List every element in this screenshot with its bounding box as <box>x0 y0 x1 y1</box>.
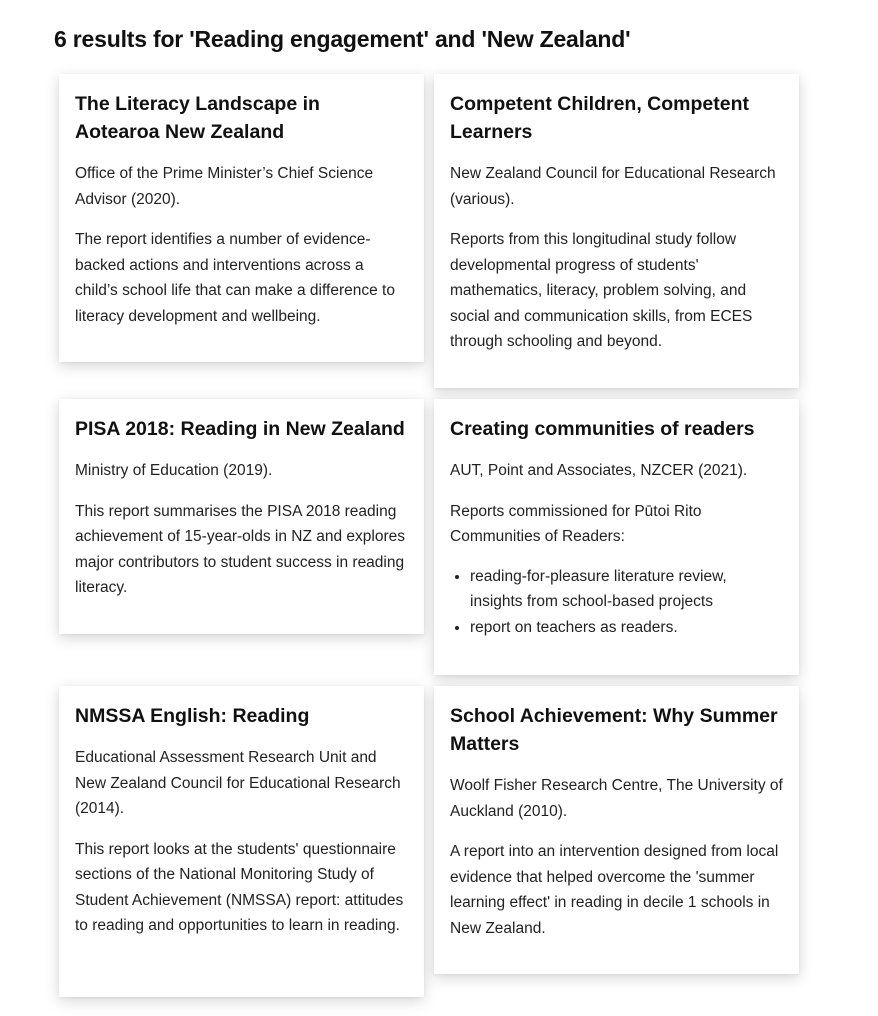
card-title[interactable]: Creating communities of readers <box>450 418 755 440</box>
result-card[interactable] <box>434 74 799 388</box>
card-description: A report into an intervention designed from local evidence that helped overcome the 'summer learning effect' in reading in decile 1 schools in New Zealand. <box>450 843 779 937</box>
list-item: • reading-for-pleasure literature review, insights from school-based projects <box>470 564 783 615</box>
card-description: This report summarises the PISA 2018 reading achievement of 15-year-olds in NZ and explores major contributors to student success in reading literacy. <box>75 502 405 596</box>
card-bullet-list <box>450 564 783 641</box>
result-card[interactable] <box>59 74 424 362</box>
result-card[interactable] <box>59 399 424 634</box>
card-description: Reports commissioned for Pūtoi Rito Communities of Readers: <box>450 502 702 545</box>
card-title[interactable]: NMSSA English: Reading <box>75 705 310 727</box>
result-card[interactable] <box>434 686 799 974</box>
list-item: • report on teachers as readers. <box>470 615 783 641</box>
card-source: Office of the Prime Minister’s Chief Science Advisor (2020). <box>75 165 374 208</box>
card-source: New Zealand Council for Educational Research (various). <box>450 165 776 208</box>
card-title[interactable]: PISA 2018: Reading in New Zealand <box>75 418 405 440</box>
card-title[interactable]: School Achievement: Why Summer Matters <box>450 705 778 755</box>
card-title[interactable]: The Literacy Landscape in Aotearoa New Zealand <box>75 93 320 143</box>
card-source: Ministry of Education (2019). <box>75 462 273 479</box>
card-description: The report identifies a number of evidence-backed actions and interventions across a child’s school life that can make a difference to literacy development and wellbeing. <box>75 231 395 325</box>
card-title[interactable]: Competent Children, Competent Learners <box>450 93 750 143</box>
card-source: Woolf Fisher Research Centre, The University of Auckland (2010). <box>450 777 783 820</box>
card-source: AUT, Point and Associates, NZCER (2021). <box>450 462 748 479</box>
card-description: Reports from this longitudinal study follow developmental progress of students' mathematics, literacy, problem solving, and social and communication skills, from ECES through schooling and beyond. <box>450 231 753 350</box>
card-source: Educational Assessment Research Unit and New Zealand Council for Educational Research (2014). <box>75 749 401 817</box>
result-card[interactable] <box>434 399 799 675</box>
results-heading: 6 results for 'Reading engagement' and 'New Zealand' <box>54 26 631 52</box>
card-description: This report looks at the students' questionnaire sections of the National Monitoring Study of Student Achievement (NMSSA) report: attitudes to reading and opportunities to learn in reading. <box>75 840 404 934</box>
result-card[interactable] <box>59 686 424 997</box>
